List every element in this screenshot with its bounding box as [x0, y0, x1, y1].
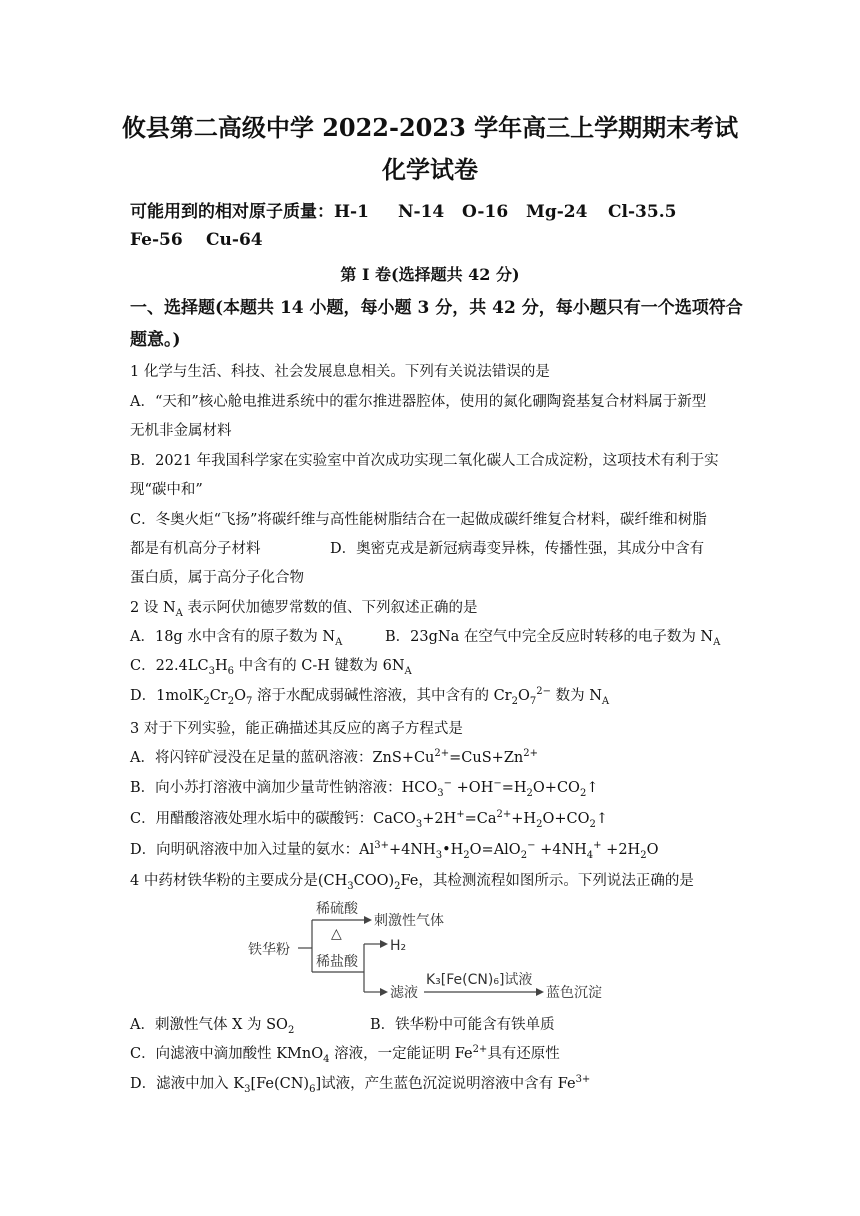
- diagram-gas-label: 刺激性气体: [374, 913, 444, 929]
- exam-title: 攸县第二高级中学 2022-2023 学年高三上学期期末考试: [121, 113, 739, 142]
- q1-option-b-line1: B．2021 年我国科学家在实验室中首次成功实现二氧化碳人工合成淀粉，这项技术有利于实: [130, 453, 719, 469]
- q2-option-d: D．$1molK_2Cr_2O_7$ 溶于水配成弱碱性溶液，其中含有的 $Cr_2O_7^{2-}$ 数为 $N_A$: [130, 686, 610, 707]
- mass-o: O-16: [462, 202, 509, 222]
- arrow-head-precipitate: [536, 988, 544, 996]
- arrow-head-gas: [364, 916, 372, 924]
- q4-option-d: D．滤液中加入 $K_3[Fe(CN)_6]$试液，产生蓝色沉淀说明溶液中含有 $Fe^{3+}$: [130, 1074, 591, 1095]
- paper-subject: 化学试卷: [382, 155, 478, 184]
- arrow-head-h2: [380, 940, 388, 948]
- q4-option-c: C．向滤液中滴加酸性 KMnO$_4$ 溶液，一定能证明 $Fe^{2+}$具有还原性: [130, 1044, 560, 1065]
- mass-fe: Fe-56: [130, 230, 183, 250]
- q3-stem: 3 对于下列实验，能正确描述其反应的离子方程式是: [130, 721, 463, 737]
- q1-option-d-line1: D．奥密克戎是新冠病毒变异株，传播性强，其成分中含有: [330, 541, 705, 557]
- atomic-mass-line-2: [130, 230, 263, 250]
- mass-h: H-1: [334, 202, 369, 222]
- diagram-precipitate-label: 蓝色沉淀: [546, 985, 602, 1001]
- q3-option-a: A．将闪锌矿浸没在足量的蓝矾溶液：$ZnS+Cu^{2+}=CuS+Zn^{2+}$: [130, 748, 538, 766]
- q1-stem: 1 化学与生活、科技、社会发展息息相关。下列有关说法错误的是: [130, 364, 550, 380]
- q1-option-c-line1: C．冬奥火炬“飞扬”将碳纤维与高性能树脂结合在一起做成碳纤维复合材料，碳纤维和树脂: [130, 512, 707, 528]
- q1-option-b-line2: 现“碳中和”: [130, 482, 203, 498]
- diagram-acid2-label: 稀盐酸: [316, 954, 358, 970]
- q4-stem: 4 中药材铁华粉的主要成分是$(CH_3COO)_2Fe$，其检测流程如图所示。下列说法正确的是: [130, 873, 694, 892]
- q3-option-b: B．向小苏打溶液中滴加少量苛性钠溶液：$HCO_3^-$ $+OH^-=H_2O+CO_2↑$: [130, 778, 599, 799]
- diagram-h2-label: H₂: [390, 938, 407, 954]
- diagram-start-label: 铁华粉: [248, 942, 290, 958]
- arrow-head-filtrate: [380, 988, 388, 996]
- q1-option-a-line1: A．“天和”核心舱电推进系统中的霍尔推进器腔体，使用的氮化硼陶瓷基复合材料属于新型: [130, 394, 707, 410]
- q1-option-a-line2: 无机非金属材料: [130, 423, 232, 439]
- q3-option-d: D．向明矾溶液中加入过量的氨水：$Al^{3+}+4NH_3•H_2O=AlO_2^- +4NH_4^+ +2H_2O$: [130, 840, 659, 861]
- q2-stem: 2 设 $N_A$ 表示阿伏加德罗常数的值、下列叙述正确的是: [130, 600, 478, 619]
- diagram-filtrate-label: 滤液: [390, 985, 418, 1001]
- mass-n: N-14: [398, 202, 445, 222]
- atomic-mass-line-1: [130, 197, 676, 222]
- atomic-mass-label: 可能用到的相对原子质量：: [130, 202, 334, 222]
- q2-option-c: C．$22.4LC_3H_6$ 中含有的 C-H 键数为 $6N_A$: [130, 658, 412, 677]
- diagram-heat-label: △: [331, 926, 342, 942]
- section-instructions-2: 题意。): [130, 330, 181, 350]
- q2-option-b: B．23gNa 在空气中完全反应时转移的电子数为 $N_A$: [385, 629, 721, 648]
- mass-cu: Cu-64: [206, 230, 263, 250]
- mass-cl: Cl-35.5: [608, 202, 677, 222]
- section-heading: 第 I 卷(选择题共 42 分): [340, 265, 520, 284]
- diagram-acid1-label: 稀硫酸: [316, 901, 358, 917]
- q4-option-b: B．铁华粉中可能含有铁单质: [370, 1017, 555, 1033]
- q1-option-d-line2: 蛋白质，属于高分子化合物: [130, 570, 304, 586]
- mass-mg: Mg-24: [526, 202, 588, 222]
- q4-option-a: A．刺激性气体 X 为 $SO_2$: [130, 1017, 295, 1036]
- diagram-reagent-label: K₃[Fe(CN)₆]试液: [426, 972, 533, 988]
- detection-flow-diagram: [240, 898, 620, 1002]
- q2-option-a: A．18g 水中含有的原子数为 $N_A$: [130, 629, 343, 648]
- q3-option-c: C．用醋酸溶液处理水垢中的碳酸钙：$CaCO_3+2H^+=Ca^{2+}+H_2O+CO_2↑$: [130, 809, 608, 830]
- q1-option-c-line2: 都是有机高分子材料: [130, 541, 261, 557]
- section-instructions-1: 一、选择题(本题共 14 小题，每小题 3 分，共 42 分，每小题只有一个选项符合: [130, 298, 743, 318]
